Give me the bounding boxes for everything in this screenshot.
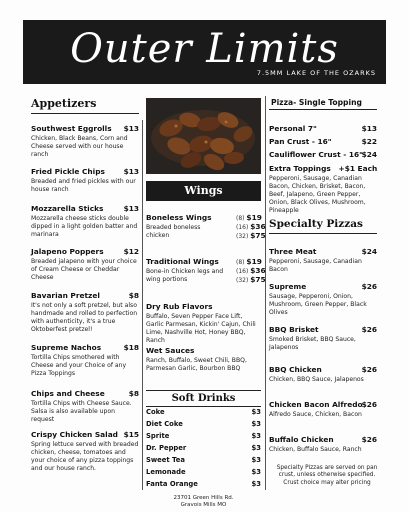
specialty-rule xyxy=(269,233,377,234)
item-description: Pepperoni, Sausage, Canadian Bacon xyxy=(269,258,362,274)
size-label: (8) xyxy=(236,215,245,222)
item-description: Chicken, BBQ Sauce, Jalapenos xyxy=(269,376,364,383)
pizza-rule xyxy=(269,109,377,110)
item-name: Fried Pickle Chips xyxy=(31,167,105,176)
item-price: $26 xyxy=(361,435,377,444)
item-description: Breaded and fried pickles with our house ranch xyxy=(31,178,136,194)
size-price: $19 xyxy=(246,257,262,266)
item-name: Bavarian Pretzel xyxy=(31,291,100,300)
drink-price: $3 xyxy=(251,480,261,488)
drink-name: Sweet Tea xyxy=(146,456,185,464)
extra-toppings-name: Extra Toppings xyxy=(269,164,331,173)
drink-name: Lemonade xyxy=(146,468,186,476)
drink-row xyxy=(146,456,261,464)
restaurant-name: Outer Limits xyxy=(70,26,339,72)
wings-photo xyxy=(146,98,261,174)
item-name: BBQ Brisket xyxy=(269,325,319,334)
specialty-note: Specialty Pizzas are served on pan crust, unless otherwise specified. Crust choice may alter pricing xyxy=(276,465,378,486)
drink-price: $3 xyxy=(251,468,261,476)
item-name: Three Meat xyxy=(269,247,317,256)
menu-item xyxy=(269,325,377,352)
title-banner xyxy=(23,20,386,84)
item-price: $26 xyxy=(361,282,377,291)
item-description: Sausage, Pepperoni, Onion, Mushroom, Green Pepper, Black Olives xyxy=(269,293,367,317)
item-name: Chips and Cheese xyxy=(31,389,105,398)
item-name: Southwest Eggrolls xyxy=(31,124,112,133)
item-price: $8 xyxy=(128,389,139,398)
appetizers-rule xyxy=(31,113,139,114)
item-description: Tortilla Chips smothered with Cheese and your Choice of any Pizza Toppings xyxy=(31,354,127,378)
drink-price: $3 xyxy=(251,420,261,428)
extra-toppings-list: Pepperoni, Sausage, Canadian Bacon, Chicken, Brisket, Bacon, Beef, Jalapeno, Green Pepper, Onion, Black Olives, Mushroom, Pineapple xyxy=(269,175,366,215)
size-label: (8) xyxy=(236,259,245,266)
item-description: Breaded boneless chicken xyxy=(146,224,201,240)
item-description: Smoked Brisket, BBQ Sauce, Jalapenos xyxy=(269,336,356,352)
item-name: Supreme xyxy=(269,282,307,291)
item-description: Chicken, Black Beans, Corn and Cheese served with our house ranch xyxy=(31,135,128,159)
drink-name: Fanta Orange xyxy=(146,480,198,488)
drink-price: $3 xyxy=(251,444,261,452)
menu-item xyxy=(269,400,377,419)
size-label: (32) xyxy=(236,277,249,284)
item-name: Jalapeno Poppers xyxy=(31,247,104,256)
menu-item xyxy=(31,343,139,378)
item-description: Tortilla Chips with Cheese Sauce. Salsa is also available upon request xyxy=(31,400,132,424)
menu-item xyxy=(31,430,139,473)
menu-item xyxy=(269,247,377,274)
drink-price: $3 xyxy=(251,432,261,440)
item-price: $8 xyxy=(128,291,139,300)
pizza-size-price: $22 xyxy=(361,137,377,146)
pizza-size-row xyxy=(269,137,377,146)
item-name: Traditional Wings xyxy=(146,257,219,266)
address xyxy=(146,495,261,509)
pizza-size-name: Cauliflower Crust - 16" xyxy=(269,150,363,159)
soft-drinks-rule-bottom xyxy=(146,406,261,407)
item-price: $15 xyxy=(123,430,139,439)
drink-price: $3 xyxy=(251,456,261,464)
menu-item xyxy=(146,257,236,284)
size-price: $75 xyxy=(250,275,266,284)
item-description: Breaded jalapeno with your choice of Cream Cheese or Cheddar Cheese xyxy=(31,258,137,282)
extra-toppings xyxy=(269,164,377,215)
restaurant-location: 7.5MM LAKE OF THE OZARKS xyxy=(256,69,376,77)
item-price: $26 xyxy=(361,365,377,374)
item-price: $26 xyxy=(361,400,377,409)
item-price: $26 xyxy=(361,325,377,334)
size-price: $36 xyxy=(250,222,266,231)
dry-rub-title: Dry Rub Flavors xyxy=(146,302,213,311)
menu-item xyxy=(31,167,139,194)
address-street: 23701 Green Hills Rd. xyxy=(173,495,234,501)
appetizers-heading: Appetizers xyxy=(31,97,97,110)
wings-banner xyxy=(146,181,261,201)
pizza-size-price: $24 xyxy=(361,150,377,159)
size-price: $36 xyxy=(250,266,266,275)
wings-heading: Wings xyxy=(184,184,223,197)
column-divider xyxy=(265,96,266,490)
item-price: $18 xyxy=(123,343,139,352)
menu-item xyxy=(31,204,139,239)
pizza-size-row xyxy=(269,124,377,133)
drink-price: $3 xyxy=(251,408,261,416)
size-label: (16) xyxy=(236,224,249,231)
menu-item xyxy=(31,247,139,282)
size-price: $19 xyxy=(246,213,262,222)
pizza-size-price: $13 xyxy=(361,124,377,133)
item-name: Mozzarella Sticks xyxy=(31,204,104,213)
menu-item xyxy=(31,389,139,424)
item-description: It's not only a soft pretzel, but also handmade and rolled to perfection with authenticity, it's a true Oktoberfest pretzel! xyxy=(31,302,138,334)
drink-name: Sprite xyxy=(146,432,170,440)
drink-row xyxy=(146,408,261,416)
traditional-price-list xyxy=(236,257,266,284)
item-name: Boneless Wings xyxy=(146,213,212,222)
item-price: $24 xyxy=(361,247,377,256)
item-name: BBQ Chicken xyxy=(269,365,322,374)
pizza-size-name: Personal 7" xyxy=(269,124,317,133)
size-label: (32) xyxy=(236,233,249,240)
item-name: Supreme Nachos xyxy=(31,343,102,352)
menu-item xyxy=(269,365,377,384)
wet-sauces-list: Ranch, Buffalo, Sweet Chili, BBQ, Parmesan Garlic, Bourbon BBQ xyxy=(146,357,247,373)
item-description: Spring lettuce served with breaded chicken, cheese, tomatoes and your choice of any pizza toppings and our house ranch. xyxy=(31,441,139,473)
menu-item xyxy=(269,282,377,317)
item-price: $13 xyxy=(123,124,139,133)
boneless-price-list xyxy=(236,213,266,240)
pizza-heading: Pizza- Single Topping xyxy=(271,98,362,107)
drink-row xyxy=(146,432,261,440)
item-price: $12 xyxy=(123,247,139,256)
item-name: Buffalo Chicken xyxy=(269,435,334,444)
extra-toppings-price: +$1 Each xyxy=(338,164,378,173)
chicken-wings-image xyxy=(146,98,261,174)
item-description: Bone-in Chicken legs and wing portions xyxy=(146,268,224,284)
item-price: $13 xyxy=(123,204,139,213)
pizza-size-name: Pan Crust - 16" xyxy=(269,137,332,146)
dry-rub-flavors: Buffalo, Seven Pepper Face Lift, Garlic Parmesan, Kickin' Cajun, Chili Lime, Nashville Hot, Honey BBQ, Ranch xyxy=(146,313,256,345)
item-description: Chicken, Buffalo Sauce, Ranch xyxy=(269,446,362,453)
column-divider xyxy=(142,120,143,490)
drink-row xyxy=(146,420,261,428)
specialty-heading: Specialty Pizzas xyxy=(269,218,363,230)
drink-row xyxy=(146,480,261,488)
drink-row xyxy=(146,468,261,476)
drink-name: Diet Coke xyxy=(146,420,183,428)
item-price: $13 xyxy=(123,167,139,176)
item-name: Crispy Chicken Salad xyxy=(31,430,118,439)
drink-name: Coke xyxy=(146,408,165,416)
item-name: Chicken Bacon Alfredo xyxy=(269,400,363,409)
size-price: $75 xyxy=(250,231,266,240)
size-label: (16) xyxy=(236,268,249,275)
drink-name: Dr. Pepper xyxy=(146,444,187,452)
drink-row xyxy=(146,444,261,452)
pizza-size-row xyxy=(269,150,377,159)
menu-item xyxy=(31,291,139,334)
item-description: Alfredo Sauce, Chicken, Bacon xyxy=(269,411,362,418)
soft-drinks-heading: Soft Drinks xyxy=(171,393,236,404)
menu-item xyxy=(269,435,377,454)
address-city: Gravois Mills MO xyxy=(180,502,227,508)
wet-sauces-title: Wet Sauces xyxy=(146,346,195,355)
item-description: Mozzarella cheese sticks double dipped in a light golden batter and marinara xyxy=(31,215,138,239)
soft-drinks-rule-top xyxy=(146,390,261,391)
menu-item xyxy=(31,124,139,159)
